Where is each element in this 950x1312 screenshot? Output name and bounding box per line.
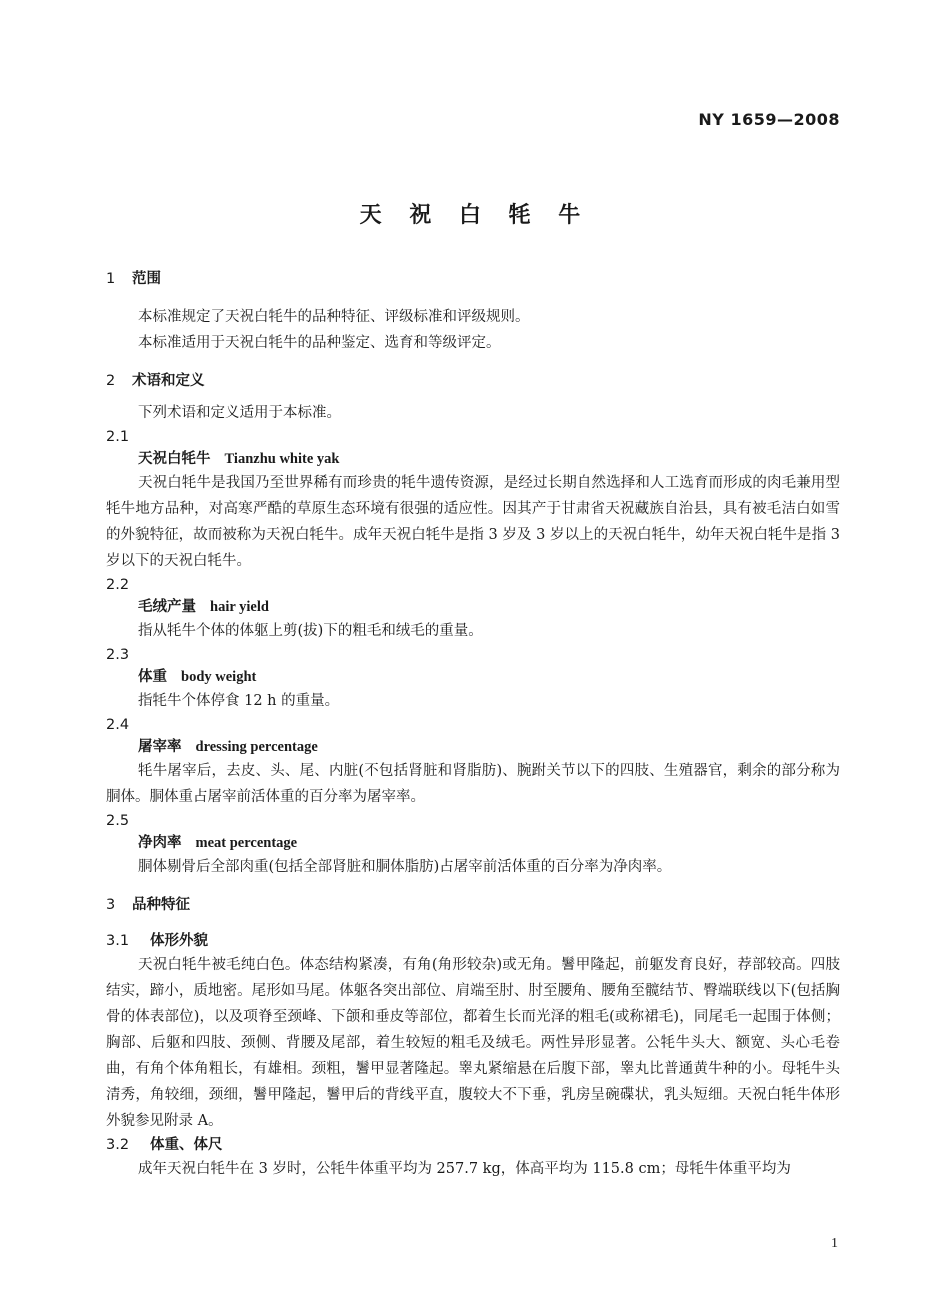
subsection-number: 3.1 (106, 933, 130, 949)
term-2-4-heading (106, 736, 840, 758)
term-2-1-number: 2.1 (106, 429, 130, 445)
subsection-title: 体形外貌 (150, 933, 208, 949)
subsection-number: 3.2 (106, 1137, 130, 1153)
term-2-4-number: 2.4 (106, 717, 130, 733)
term-english: meat percentage (195, 835, 298, 851)
term-english: body weight (181, 669, 257, 685)
section-number: 1 (106, 271, 116, 287)
term-chinese: 毛绒产量 (138, 599, 196, 615)
subsection-3-2-heading (106, 1134, 840, 1156)
section-1-paragraph-2: 本标准适用于天祝白牦牛的品种鉴定、选育和等级评定。 (138, 335, 501, 351)
term-2-3-heading (106, 666, 840, 688)
term-2-4-definition: 牦牛屠宰后，去皮、头、尾、内脏(不包括肾脏和肾脂肪)、腕跗关节以下的四肢、生殖器官，剩余的部分称为胴体。胴体重占屠宰前活体重的百分率为屠宰率。 (106, 763, 840, 805)
section-2-heading (106, 370, 840, 392)
section-3-heading (106, 894, 840, 916)
section-1-paragraph-1: 本标准规定了天祝白牦牛的品种特征、评级标准和评级规则。 (138, 309, 530, 325)
page-number: 1 (831, 1236, 838, 1251)
section-title: 术语和定义 (132, 373, 205, 389)
term-2-5-definition: 胴体剔骨后全部肉重(包括全部肾脏和胴体脂肪)占屠宰前活体重的百分率为净肉率。 (138, 859, 672, 875)
document-body (106, 268, 840, 1182)
term-2-3-number: 2.3 (106, 647, 130, 663)
term-2-2-number: 2.2 (106, 577, 130, 593)
term-chinese: 净肉率 (138, 835, 182, 851)
term-2-2-heading (106, 596, 840, 618)
section-2-intro: 下列术语和定义适用于本标准。 (138, 405, 341, 421)
term-2-5-number: 2.5 (106, 813, 130, 829)
section-title: 品种特征 (132, 897, 190, 913)
section-number: 2 (106, 373, 116, 389)
term-2-3-definition: 指牦牛个体停食 12 h 的重量。 (138, 693, 340, 709)
term-2-1-heading (106, 448, 840, 470)
subsection-3-2-text: 成年天祝白牦牛在 3 岁时，公牦牛体重平均为 257.7 kg，体高平均为 115.8 cm；母牦牛体重平均为 (138, 1161, 791, 1177)
term-english: hair yield (210, 599, 269, 615)
section-number: 3 (106, 897, 116, 913)
section-1-heading (106, 268, 840, 290)
term-english: Tianzhu white yak (224, 451, 340, 467)
term-2-1-definition: 天祝白牦牛是我国乃至世界稀有而珍贵的牦牛遗传资源，是经过长期自然选择和人工选育而形成的肉毛兼用型牦牛地方品种，对高寒严酷的草原生态环境有很强的适应性。因其产于甘肃省天祝藏族自治县，具有被毛洁白如雪的外貌特征，故而被称为天祝白牦牛。成年天祝白牦牛是指 3 岁及 3 岁以上的天祝白牦牛，幼年天祝白牦牛是指 3 岁以下的天祝白牦牛。 (106, 475, 840, 569)
subsection-3-1-text: 天祝白牦牛被毛纯白色。体态结构紧凑，有角(角形较杂)或无角。鬐甲隆起，前躯发育良好，荐部较高。四肢结实，蹄小，质地密。尾形如马尾。体躯各突出部位、肩端至肘、肘至腰角、腰角至髋结节、臀端联线以下(包括胸骨的体表部位)，以及项脊至颈峰、下颌和垂皮等部位，都着生长而光泽的粗毛(或称裙毛)，同尾毛一起围于体侧；胸部、后躯和四肢、颈侧、背腰及尾部，着生较短的粗毛及绒毛。两性异形显著。公牦牛头大、额宽、头心毛卷曲，有角个体角粗长，有雄相。颈粗，鬐甲显著隆起。睾丸紧缩悬在后腹下部，睾丸比普通黄牛种的小。母牦牛头清秀，角较细，颈细，鬐甲隆起，鬐甲后的背线平直，腹较大不下垂，乳房呈碗碟状，乳头短细。天祝白牦牛体形外貌参见附录 A。 (106, 957, 840, 1129)
term-chinese: 天祝白牦牛 (138, 451, 211, 467)
term-chinese: 屠宰率 (138, 739, 182, 755)
subsection-title: 体重、体尺 (150, 1137, 223, 1153)
section-title: 范围 (132, 271, 161, 287)
document-title: 天 祝 白 牦 牛 (359, 203, 591, 228)
term-english: dressing percentage (195, 739, 318, 755)
term-2-5-heading (106, 832, 840, 854)
term-chinese: 体重 (138, 669, 167, 685)
standard-code: NY 1659—2008 (698, 110, 840, 129)
term-2-2-definition: 指从牦牛个体的体躯上剪(拔)下的粗毛和绒毛的重量。 (138, 623, 483, 639)
subsection-3-1-heading (106, 930, 840, 952)
